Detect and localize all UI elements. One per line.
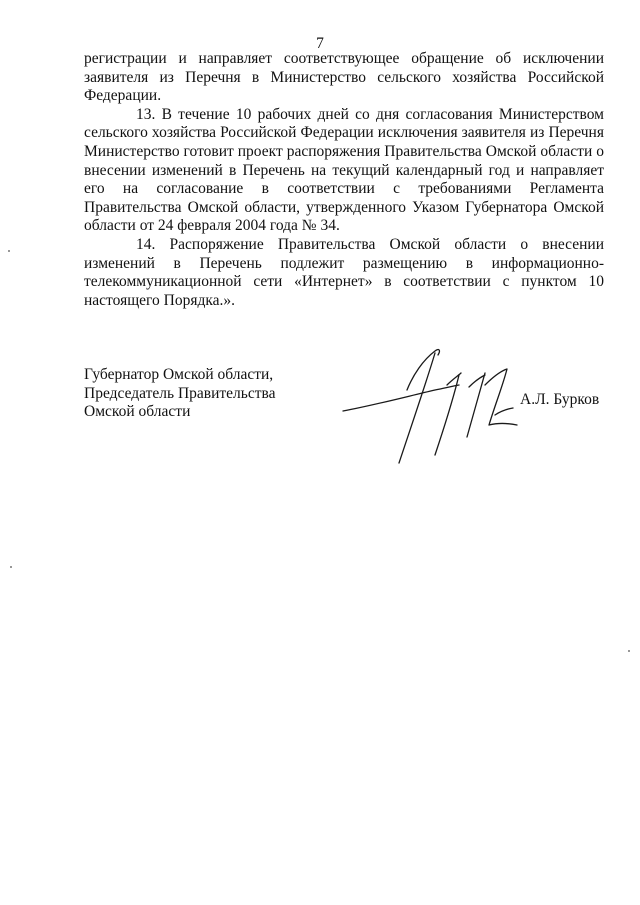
signatory-title-line-2: Председатель Правительства xyxy=(84,384,276,402)
signatory-title xyxy=(84,366,276,422)
scan-speck xyxy=(8,250,10,252)
signatory-title-line-1: Губернатор Омской области, xyxy=(84,366,274,383)
signatory-name: А.Л. Бурков xyxy=(520,391,600,408)
paragraph-13: 13. В течение 10 рабочих дней со дня согласования Министерством сельского хозяйства Российской Федерации исключения заявителя из Перечня Министерство готовит проект распоряжения Правительства Омской области о внесении изменений в Перечень на текущий календарный год и направляет его на согласование в соответствии с требованиями Регламента Правительства Омской области, утвержденного Указом Губернатора Омской области от 24 февраля 2004 года № 34. xyxy=(84,105,604,235)
handwritten-signature xyxy=(335,345,535,470)
scan-speck xyxy=(10,566,12,568)
signatory-title-line-3: Омской области xyxy=(84,403,191,421)
paragraph-14: 14. Распоряжение Правительства Омской области о внесении изменений в Перечень подлежит размещению в информационно-телекоммуникационной сети «Интернет» в соответствии с пунктом 10 настоящего Порядка.». xyxy=(84,235,604,309)
page-number: 7 xyxy=(316,35,324,52)
paragraph-continuation: регистрации и направляет соответствующее обращение об исключении заявителя из Перечня в Министерство сельского хозяйства Российской Федерации. xyxy=(84,50,604,105)
body-text xyxy=(84,50,604,310)
scan-speck xyxy=(628,650,630,652)
